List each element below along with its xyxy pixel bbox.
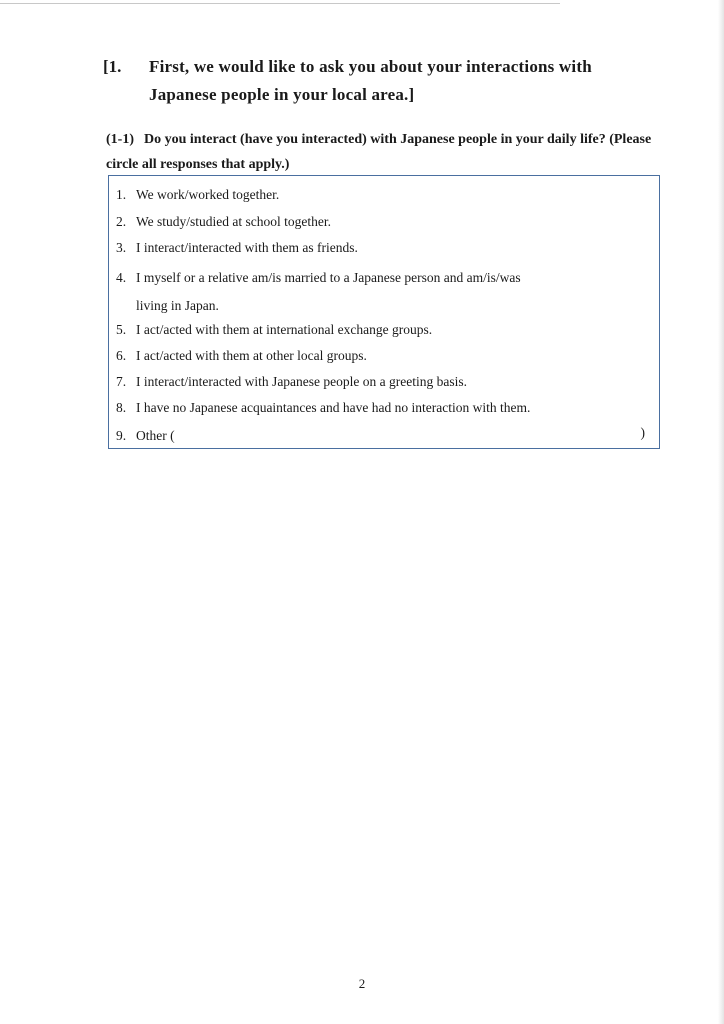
option-text-continued: living in Japan.: [136, 298, 219, 313]
option-number: 9.: [116, 428, 127, 443]
other-close-paren: ): [640, 425, 645, 440]
option-7[interactable]: [116, 372, 467, 392]
option-3[interactable]: [116, 238, 358, 258]
option-6[interactable]: [116, 346, 367, 366]
question-text: Do you interact (have you interacted) with Japanese people in your daily life? (Please circle all responses that apply.): [106, 132, 652, 172]
option-number: 5.: [116, 322, 127, 337]
option-number: 3.: [116, 240, 127, 255]
option-5[interactable]: [116, 320, 432, 340]
option-text: I interact/interacted with Japanese people on a greeting basis.: [136, 374, 467, 389]
option-1[interactable]: [116, 185, 279, 205]
option-text: I act/acted with them at international exchange groups.: [136, 322, 433, 337]
option-4[interactable]: [116, 264, 521, 320]
option-8[interactable]: [116, 398, 530, 418]
section-number: [1.: [103, 57, 122, 76]
option-number: 1.: [116, 187, 127, 202]
option-text: Other (: [136, 428, 175, 443]
option-text: I act/acted with them at other local groups.: [136, 348, 367, 363]
option-number: 8.: [116, 400, 127, 415]
scan-top-line: [0, 3, 560, 4]
option-number: 6.: [116, 348, 127, 363]
scan-right-edge: [718, 0, 724, 1024]
question-number: (1-1): [106, 132, 134, 147]
option-9[interactable]: [116, 426, 175, 446]
section-heading: [103, 53, 663, 109]
question-1-1: [106, 127, 666, 177]
option-text: We study/studied at school together.: [136, 214, 332, 229]
option-text: I have no Japanese acquaintances and have had no interaction with them.: [136, 400, 531, 415]
section-text: First, we would like to ask you about your interactions with Japanese people in your local area.]: [149, 57, 592, 104]
option-2[interactable]: [116, 212, 331, 232]
options-box: [108, 175, 660, 449]
option-text: I interact/interacted with them as friends.: [136, 240, 358, 255]
page-number: 2: [358, 976, 366, 991]
option-number: 4.: [116, 270, 127, 285]
option-text: I myself or a relative am/is married to a Japanese person and am/is/was: [136, 270, 521, 285]
option-text: We work/worked together.: [136, 187, 280, 202]
option-number: 7.: [116, 374, 127, 389]
option-number: 2.: [116, 214, 127, 229]
